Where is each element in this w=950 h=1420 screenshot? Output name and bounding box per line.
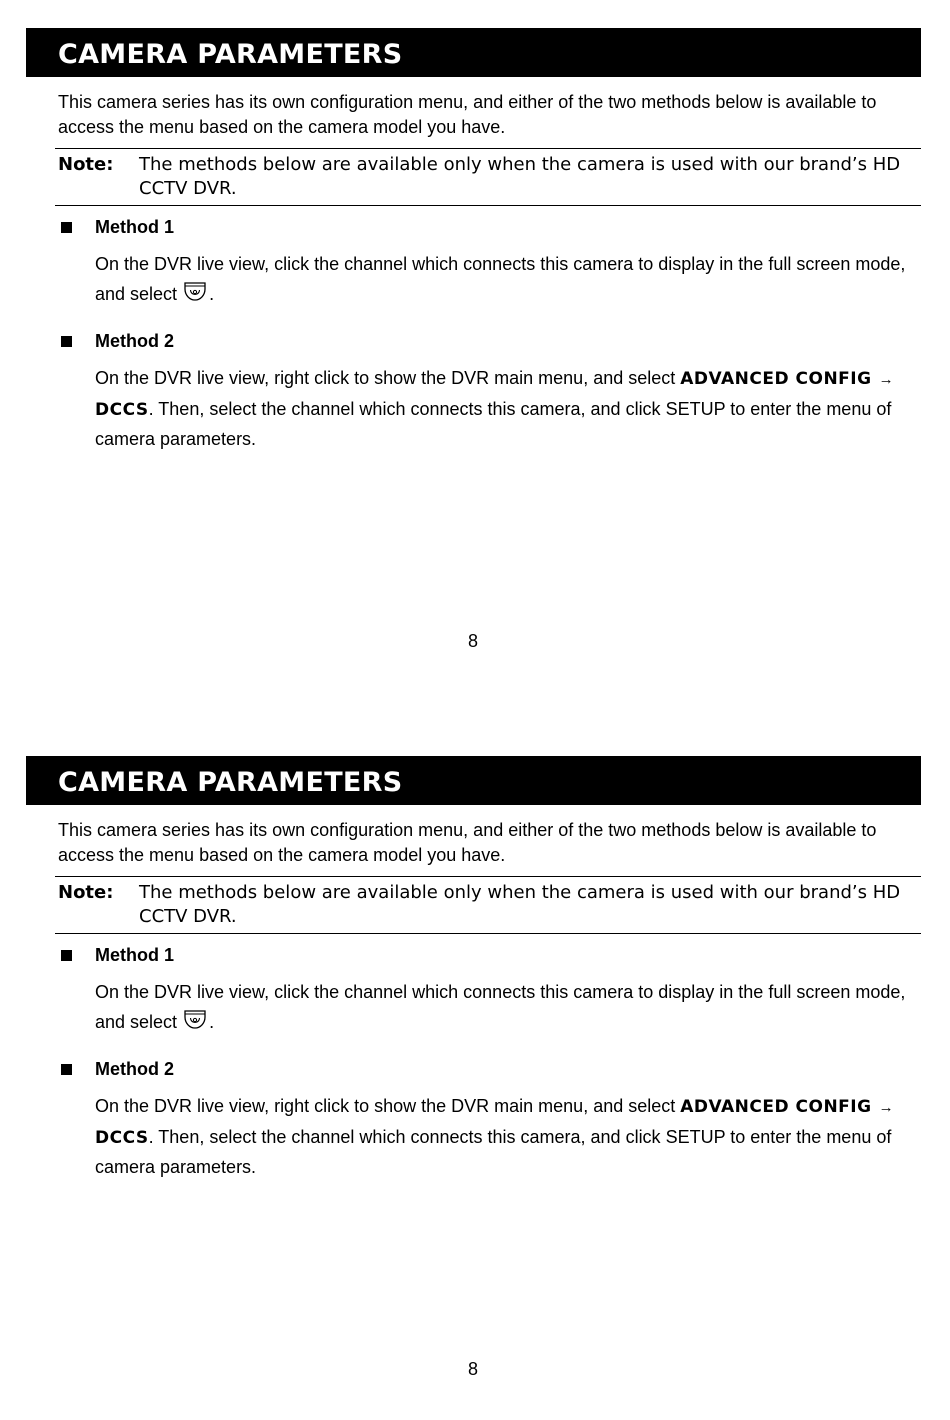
arrow-right-icon: → (878, 371, 894, 388)
bullet-square-icon (61, 222, 72, 233)
manual-page-1 (0, 0, 950, 692)
dccs-keyword: DCCS (95, 1127, 149, 1148)
intro-paragraph: This camera series has its own configuration menu, and either of the two methods below is available to access the menu based on the camera model you have. (58, 820, 877, 865)
dome-camera-icon (183, 281, 207, 313)
method-2-title: Method 2 (95, 1059, 174, 1079)
method-1-title: Method 1 (95, 217, 174, 237)
method-2-title: Method 2 (95, 331, 174, 351)
bullet-square-icon (61, 950, 72, 961)
note-text: The methods below are available only when the camera is used with our brand’s HD CCTV DVR. (139, 154, 901, 199)
dccs-keyword: DCCS (95, 399, 149, 420)
note-box (55, 148, 921, 206)
bullet-square-icon (61, 1064, 72, 1075)
section-title-bar (26, 756, 921, 805)
method-1-text (95, 978, 920, 1040)
method-2-text (95, 1092, 920, 1183)
method-1-text-end: . (209, 1011, 215, 1032)
dome-camera-icon (183, 1009, 207, 1041)
note-text: The methods below are available only when the camera is used with our brand’s HD CCTV DVR. (139, 882, 901, 927)
page-number: 8 (467, 631, 478, 651)
method-2-text-post: . Then, select the channel which connects this camera, and click SETUP to enter the menu of camera parameters. (95, 398, 892, 449)
method-1-text-main: On the DVR live view, click the channel which connects this camera to display in the full screen mode, and select (95, 982, 906, 1032)
note-label: Note: (58, 882, 114, 903)
advanced-config-keyword: ADVANCED CONFIG (680, 369, 872, 389)
method-1-title: Method 1 (95, 945, 174, 965)
method-1-text (95, 250, 920, 312)
method-2-text (95, 364, 920, 455)
method-2-text-pre: On the DVR live view, right click to show the DVR main menu, and select (95, 1096, 681, 1116)
manual-page-2 (0, 728, 950, 1420)
note-box (55, 876, 921, 934)
method-1-text-main: On the DVR live view, click the channel which connects this camera to display in the full screen mode, and select (95, 254, 906, 304)
arrow-right-icon: → (878, 1099, 894, 1116)
advanced-config-keyword: ADVANCED CONFIG (680, 1097, 872, 1117)
page-number: 8 (467, 1359, 478, 1379)
note-label: Note: (58, 154, 114, 175)
bullet-square-icon (61, 336, 72, 347)
section-title-bar (26, 28, 921, 77)
intro-paragraph: This camera series has its own configuration menu, and either of the two methods below is available to access the menu based on the camera model you have. (58, 92, 877, 137)
section-title: CAMERA PARAMETERS (58, 39, 403, 70)
method-2-text-post: . Then, select the channel which connects this camera, and click SETUP to enter the menu of camera parameters. (95, 1126, 892, 1177)
method-2-text-pre: On the DVR live view, right click to show the DVR main menu, and select (95, 368, 681, 388)
section-title: CAMERA PARAMETERS (58, 767, 403, 798)
method-1-text-end: . (209, 283, 215, 304)
